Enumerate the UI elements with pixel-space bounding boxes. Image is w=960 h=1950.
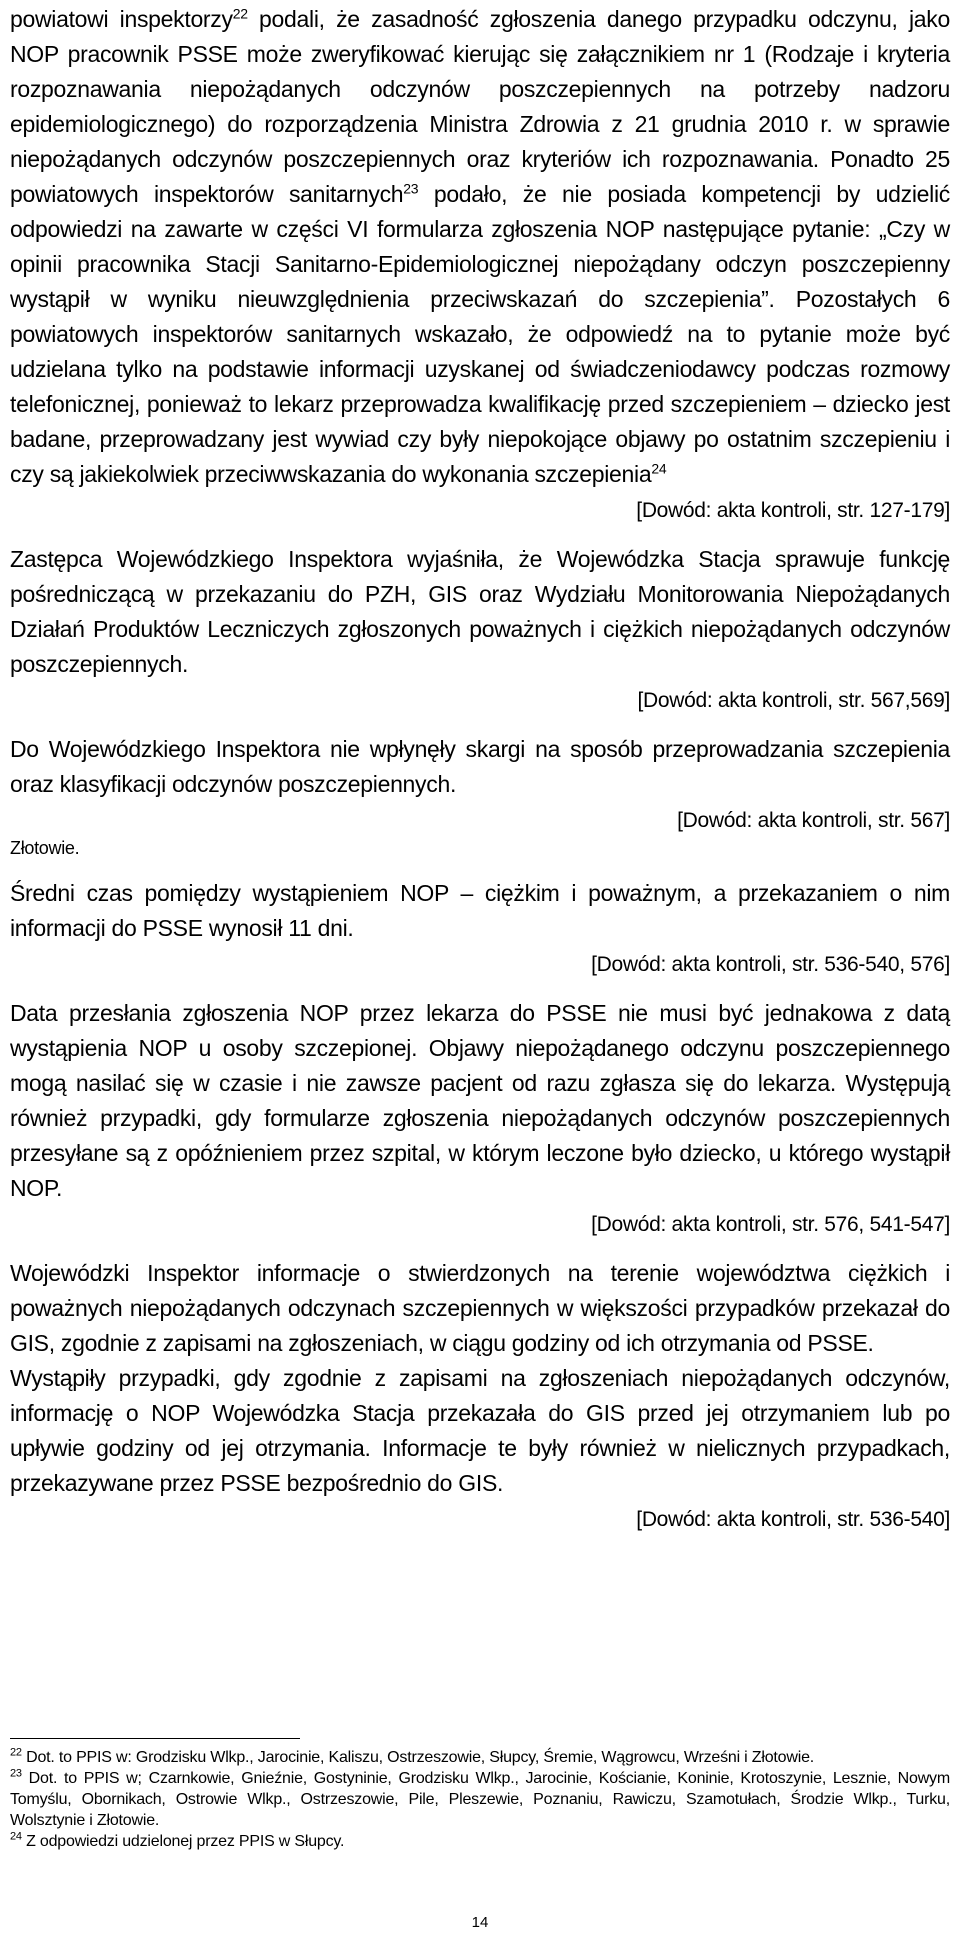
paragraph-6 [10,1256,950,1361]
paragraph-2 [10,542,950,682]
evidence-reference: [Dowód: akta kontroli, str. 576, 541-547] [591,1213,950,1236]
footnote-22 [10,1747,950,1768]
footnote-ref-23[interactable]: 23 [403,180,419,197]
stray-fragment [10,836,950,860]
text-run: Złotowie. [10,838,80,858]
evidence-reference: [Dowód: akta kontroli, str. 567] [677,809,950,832]
evidence-reference: [Dowód: akta kontroli, str. 567,569] [637,689,950,712]
text-run: powiatowi inspektorzy [10,6,233,32]
text-run: Wojewódzki Inspektor informacje o stwierdzonych na terenie województwa ciężkich i poważnych niepożądanych odczynach szczepiennych w większości przypadków przekazał do GIS, zgodnie z zapisami na zgłoszeniach, w ciągu godziny od ich otrzymania od PSSE. [10,1260,950,1356]
text-run: Do Wojewódzkiego Inspektora nie wpłynęły skargi na sposób przeprowadzania szczepienia oraz klasyfikacji odczynów poszczepiennych. [10,736,950,797]
footnote-ref-22[interactable]: 22 [232,5,248,22]
text-run: podało, że nie posiada kompetencji by udzielić odpowiedzi na zawarte w części VI formularza zgłoszenia NOP następujące pytanie: „Czy w opinii pracownika Stacji Sanitarno-Epidemiologicznej niepożądany odczyn poszczepienny wystąpił w wyniku nieuwzględnienia przeciwskazań do szczepienia”. Pozostałych 6 powiatowych inspektorów sanitarnych wskazało, że odpowiedź na to pytanie może być udzielana tylko na podstawie informacji uzyskanej od świadczeniodawcy podczas rozmowy telefonicznej, ponieważ to lekarz przeprowadza kwalifikację przed szczepieniem – dziecko jest badane, przeprowadzany jest wywiad czy były niepokojące objawy po ostatnim szczepieniu i czy są jakiekolwiek przeciwwskazania do wykonania szczepienia [10,181,950,487]
evidence-reference: [Dowód: akta kontroli, str. 536-540, 576] [591,953,950,976]
paragraph-5 [10,996,950,1206]
footnote-23 [10,1768,950,1831]
text-run: podali, że zasadność zgłoszenia danego przypadku odczynu, jako NOP pracownik PSSE może zweryfikować kierując się załącznikiem nr 1 (Rodzaje i kryteria rozpoznawania niepożądanych odczynów poszczepiennych na potrzeby nadzoru epidemiologicznego) do rozporządzenia Ministra Zdrowia z 21 grudnia 2010 r. w sprawie niepożądanych odczynów poszczepiennych oraz kryteriów ich rozpoznawania. Ponadto 25 powiatowych inspektorów sanitarnych [10,6,950,207]
paragraph-4 [10,876,950,946]
text-run: Zastępca Wojewódzkiego Inspektora wyjaśniła, że Wojewódzka Stacja sprawuje funkcję pośredniczącą w przekazaniu do PZH, GIS oraz Wydziału Monitorowania Niepożądanych Działań Produktów Leczniczych zgłoszonych poważnych i ciężkich niepożądanych odczynów poszczepiennych. [10,546,950,677]
footnote-number: 24 [10,1830,22,1843]
page-number: 14 [471,1914,489,1931]
text-run: Średni czas pomiędzy wystąpieniem NOP – ciężkim i poważnym, a przekazaniem o nim informacji do PSSE wynosił 11 dni. [10,880,950,941]
evidence-reference: [Dowód: akta kontroli, str. 536-540] [636,1508,950,1531]
text-run: Data przesłania zgłoszenia NOP przez lekarza do PSSE nie musi być jednakowa z datą wystąpienia NOP u osoby szczepionej. Objawy niepożądanego odczynu poszczepiennego mogą nasilać się w czasie i nie zawsze pacjent od razu zgłasza się do lekarza. Występują również przypadki, gdy formularze zgłoszenia niepożądanych odczynów poszczepiennych przesyłane są z opóźnieniem przez szpital, w którym leczone było dziecko, u którego wystąpił NOP. [10,1000,950,1201]
footnote-text: Z odpowiedzi udzielonej przez PPIS w Słupcy. [21,1833,345,1850]
paragraph-7 [10,1361,950,1501]
footnote-24 [10,1831,950,1852]
footnote-text: Dot. to PPIS w: Grodzisku Wlkp., Jarocinie, Kaliszu, Ostrzeszowie, Słupcy, Śremie, Wągrowcu, Wrześni i Złotowie. [21,1749,815,1766]
footnotes [10,1738,950,1852]
paragraph-1 [10,2,950,492]
footnote-separator [10,1738,300,1739]
footnote-number: 22 [10,1746,22,1759]
footnote-text: Dot. to PPIS w; Czarnkowie, Gnieźnie, Gostyninie, Grodzisku Wlkp., Jarocinie, Kościanie, Koninie, Krotoszynie, Lesznie, Nowym Tomyślu, Obornikach, Ostrowie Wlkp., Ostrzeszowie, Pile, Pleszewie, Poznaniu, Rawiczu, Szamotułach, Środzie Wlkp., Turku, Wolsztynie i Złotowie. [10,1770,950,1829]
footnote-ref-24[interactable]: 24 [651,460,667,477]
body-text [10,2,950,1535]
paragraph-3 [10,732,950,802]
footnote-number: 23 [10,1767,22,1780]
text-run: Wystąpiły przypadki, gdy zgodnie z zapisami na zgłoszeniach niepożądanych odczynów, informację o NOP Wojewódzka Stacja przekazała do GIS przed jej otrzymaniem lub po upływie godziny od jej otrzymania. Informacje te były również w nielicznych przypadkach, przekazywane przez PSSE bezpośrednio do GIS. [10,1365,950,1496]
evidence-reference: [Dowód: akta kontroli, str. 127-179] [636,499,950,522]
